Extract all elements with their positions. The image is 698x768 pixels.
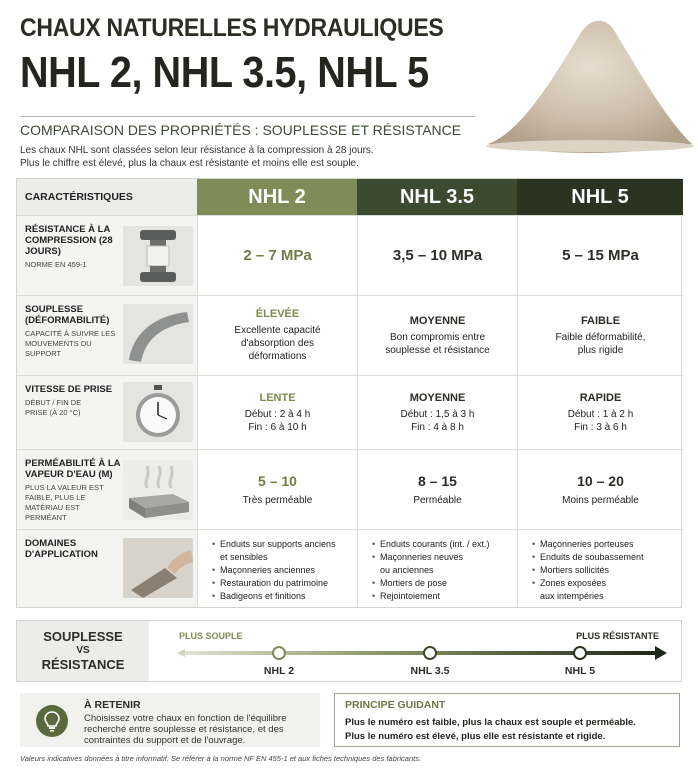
row-prise bbox=[17, 375, 683, 449]
principe-body: Plus le numéro est faible, plus la chaux est souple et perméable. Plus le numéro est élevé, plus elle est résistante et rigide. bbox=[345, 717, 636, 742]
row-label: SOUPLESSE (DÉFORMABILITÉ) CAPACITÉ À SUIVRE LES MOUVEMENTS DU SUPPORT bbox=[25, 304, 116, 358]
header-characteristics: CARACTÉRISTIQUES bbox=[17, 179, 197, 215]
bent-bar-icon bbox=[123, 304, 193, 364]
scale-right-tag: PLUS RÉSISTANTE bbox=[576, 631, 659, 641]
a-retenir-box bbox=[20, 693, 320, 747]
principe-title: PRINCIPE GUIDANT bbox=[345, 699, 446, 711]
row-label: DOMAINES D'APPLICATION bbox=[25, 538, 98, 560]
compression-cylinder-icon bbox=[123, 226, 193, 286]
nhl5-souplesse: FAIBLE Faible déformabilité, plus rigide bbox=[517, 296, 683, 375]
nhl35-applications: • Enduits courants (int. / ext.) • Maçonneries neuves ou anciennes • Mortiers de pose • Rejointoiement bbox=[357, 530, 517, 607]
nhl35-permeabilite: 8 – 15 Perméable bbox=[357, 450, 517, 529]
vapor-block-icon bbox=[123, 460, 193, 520]
subtitle: COMPARAISON DES PROPRIÉTÉS : SOUPLESSE ET RÉSISTANCE bbox=[20, 116, 475, 138]
row-souplesse bbox=[17, 295, 683, 375]
lightbulb-icon bbox=[36, 705, 68, 737]
header-nhl35: NHL 3.5 bbox=[357, 179, 517, 215]
row-label: PERMÉABILITÉ À LA VAPEUR D'EAU (Μ) PLUS LA VALEUR EST FAIBLE, PLUS LE MATÉRIAU EST PERMÉANT bbox=[25, 458, 121, 522]
nhl35-prise: MOYENNE Début : 1,5 à 3 h Fin : 4 à 8 h bbox=[357, 376, 517, 449]
lime-pile-image bbox=[480, 4, 696, 154]
header-nhl2: NHL 2 bbox=[197, 179, 357, 215]
nhl2-compression: 2 – 7 MPa bbox=[197, 216, 357, 295]
row-label: RÉSISTANCE À LA COMPRESSION (28 JOURS) NORME EN 459-1 bbox=[25, 224, 113, 269]
title-line1: CHAUX NATURELLES HYDRAULIQUES bbox=[20, 14, 444, 42]
scale-point-nhl2: NHL 2 bbox=[263, 665, 295, 677]
nhl5-permeabilite: 10 – 20 Moins perméable bbox=[517, 450, 683, 529]
nhl35-compression: 3,5 – 10 MPa bbox=[357, 216, 517, 295]
a-retenir-body: Choisissez votre chaux en fonction de l'équilibre recherché entre souplesse et résistance, et des contraintes du support et de l'ouvrage. bbox=[84, 713, 287, 746]
scale-left-tag: PLUS SOUPLE bbox=[179, 631, 243, 641]
nhl5-prise: RAPIDE Début : 1 à 2 h Fin : 3 à 6 h bbox=[517, 376, 683, 449]
row-label: VITESSE DE PRISE DÉBUT / FIN DE PRISE (À 20 °C) bbox=[25, 384, 113, 417]
scale-point-nhl5: NHL 5 bbox=[564, 665, 596, 677]
footnote: Valeurs indicatives données à titre informatif. Se référer à la norme NF EN 455-1 et aux fiches techniques des fabricants. bbox=[20, 754, 422, 763]
nhl2-permeabilite: 5 – 10 Très perméable bbox=[197, 450, 357, 529]
principe-guidant-box bbox=[334, 693, 680, 747]
a-retenir-title: À RETENIR bbox=[84, 699, 141, 711]
scale-point-nhl35: NHL 3.5 bbox=[410, 665, 450, 677]
row-compression bbox=[17, 215, 683, 295]
nhl2-applications: • Enduits sur supports anciens et sensibles • Maçonneries anciennes • Restauration du patrimoine • Badigeons et finitions bbox=[197, 530, 357, 607]
comparison-table bbox=[16, 178, 682, 608]
stopwatch-icon bbox=[123, 382, 193, 442]
scale-label: SOUPLESSE VS RÉSISTANCE bbox=[17, 621, 149, 681]
header-nhl5: NHL 5 bbox=[517, 179, 683, 215]
nhl5-compression: 5 – 15 MPa bbox=[517, 216, 683, 295]
row-application bbox=[17, 529, 683, 607]
trowel-icon bbox=[123, 538, 193, 598]
row-permeabilite bbox=[17, 449, 683, 529]
title-line2: NHL 2, NHL 3.5, NHL 5 bbox=[20, 48, 429, 97]
nhl5-applications: • Maçonneries porteuses • Enduits de soubassement • Mortiers sollicités • Zones exposées aux intempéries bbox=[517, 530, 683, 607]
souplesse-resistance-scale bbox=[16, 620, 682, 682]
nhl2-prise: LENTE Début : 2 à 4 h Fin : 6 à 10 h bbox=[197, 376, 357, 449]
nhl35-souplesse: MOYENNE Bon compromis entre souplesse et résistance bbox=[357, 296, 517, 375]
nhl2-souplesse: ÉLEVÉE Excellente capacité d'absorption des déformations bbox=[197, 296, 357, 375]
intro-text: Les chaux NHL sont classées selon leur résistance à la compression à 28 jours. Plus le chiffre est élevé, plus la chaux est résistante et moins elle est souple. bbox=[20, 145, 374, 169]
